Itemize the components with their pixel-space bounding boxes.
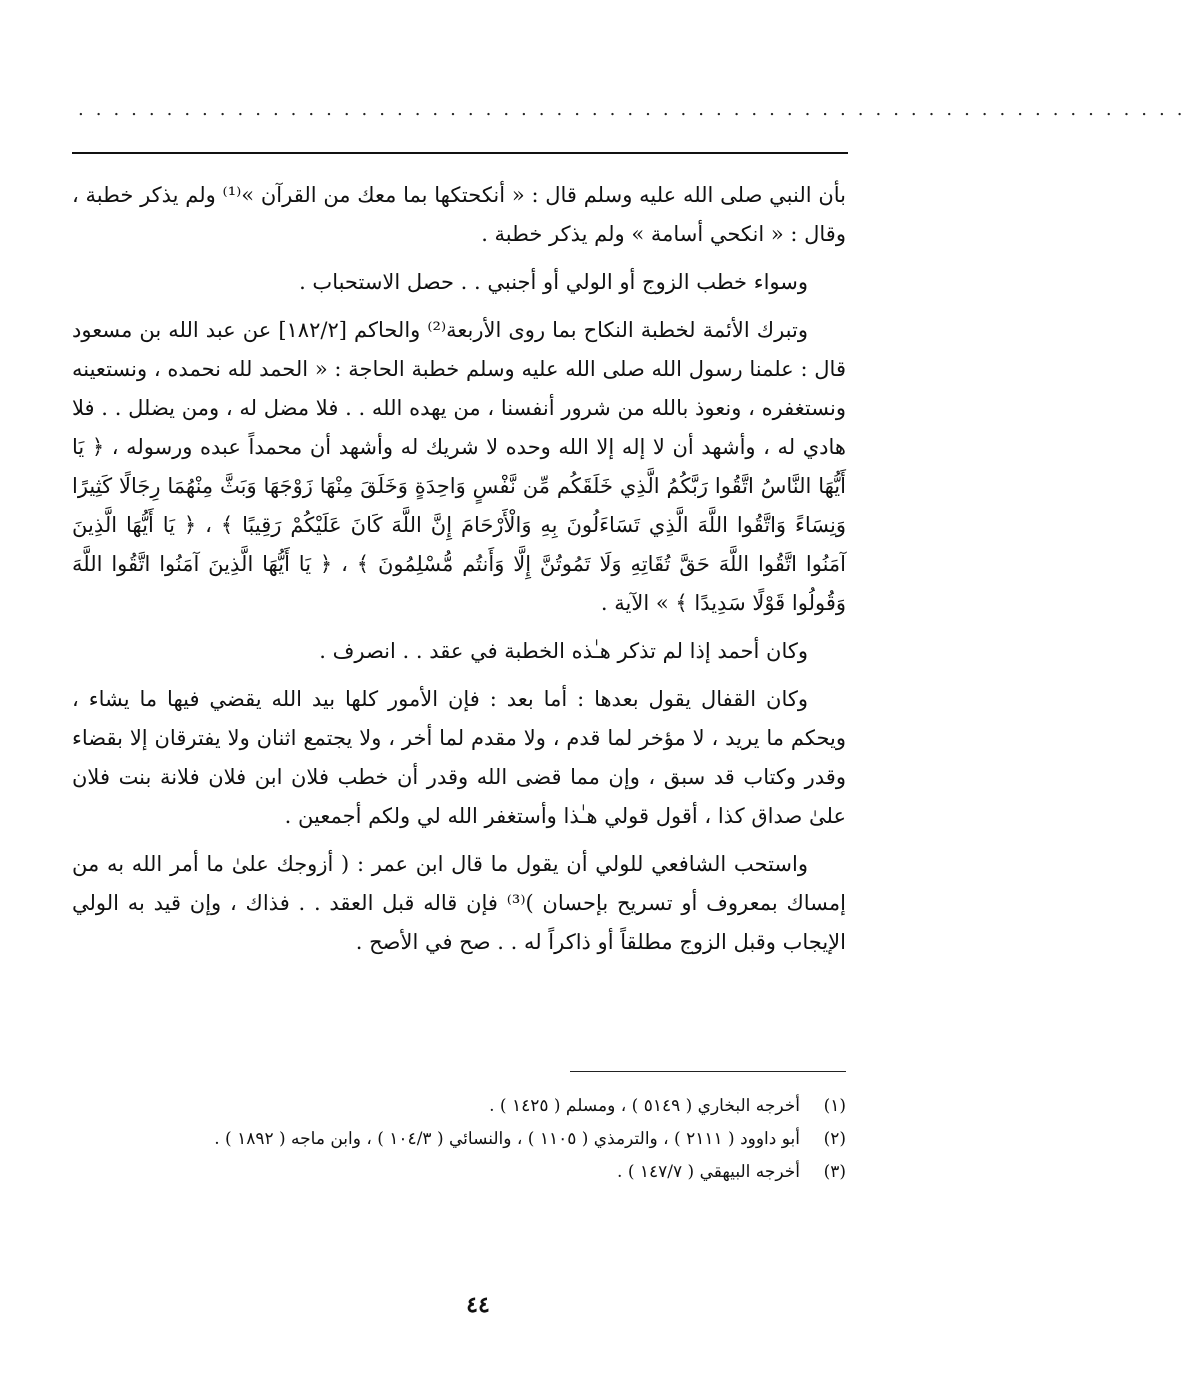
footnote-2 [72,1123,846,1156]
paragraph-1: بأن النبي صلى الله عليه وسلم قال : « أنكحتكها بما معك من القرآن »⁽¹⁾ ولم يذكر خطبة ، وقال : « انكحي أسامة » ولم يذكر خطبة . [72,183,846,246]
footnote-rule [570,1071,846,1072]
main-text [72,176,846,971]
paragraph-4: وكان أحمد إذا لم تذكر هـٰذه الخطبة في عقد . . انصرف . [319,639,808,663]
footnote-number: (٣) [823,1162,846,1182]
footnote-3 [72,1156,846,1189]
page-number: ٤٤ [466,1292,490,1318]
paragraph-2: وسواء خطب الزوج أو الولي أو أجنبي . . حصل الاستحباب . [299,270,808,294]
footnote-text: أخرجه البخاري ( ٥١٤٩ ) ، ومسلم ( ١٤٢٥ ) . [489,1096,800,1116]
paragraph-3: وتبرك الأئمة لخطبة النكاح بما روى الأربعة⁽²⁾ والحاكم [١٨٢/٢] عن عبد الله بن مسعود قال : علمنا رسول الله صلى الله عليه وسلم خطبة الحاجة : « الحمد لله نحمده ، ونستعينه ونستغفره ، ونعوذ بالله من شرور أنفسنا ، من يهده الله . . فلا مضل له ، ومن يضلل . . فلا هادي له ، وأشهد أن لا إله إلا الله وحده لا شريك له وأشهد أن محمداً عبده ورسوله ، ﴿ يَا أَيُّهَا النَّاسُ اتَّقُوا رَبَّكُمُ الَّذِي خَلَقَكُم مِّن نَّفْسٍ وَاحِدَةٍ وَخَلَقَ مِنْهَا زَوْجَهَا وَبَثَّ مِنْهُمَا رِجَالًا كَثِيرًا وَنِسَاءً وَاتَّقُوا اللَّهَ الَّذِي تَسَاءَلُونَ بِهِ وَالْأَرْحَامَ إِنَّ اللَّهَ كَانَ عَلَيْكُمْ رَقِيبًا ﴾ ، ﴿ يَا أَيُّهَا الَّذِينَ آمَنُوا اتَّقُوا اللَّهَ حَقَّ تُقَاتِهِ وَلَا تَمُوتُنَّ إِلَّا وَأَنتُم مُّسْلِمُونَ ﴾ ، ﴿ يَا أَيُّهَا الَّذِينَ آمَنُوا اتَّقُوا اللَّهَ وَقُولُوا قَوْلًا سَدِيدًا ﴾ » الآية . [72,318,846,615]
header-dotted-line: ............................................................... [78,99,1194,120]
header-rule [72,152,848,154]
paragraph-5: وكان القفال يقول بعدها : أما بعد : فإن الأمور كلها بيد الله يقضي فيها ما يشاء ، ويحكم ما يريد ، لا مؤخر لما قدم ، ولا مقدم لما أخر ، ولا يجتمع اثنان ولا يفترقان إلا بقضاء وقدر وكتاب قد سبق ، وإن مما قضى الله وقدر أن خطب فلان ابن فلان فلانة بنت فلان علىٰ صداق كذا ، أقول قولي هـٰذا وأستغفر الله لي ولكم أجمعين . [72,687,846,828]
footnote-number: (١) [823,1096,846,1116]
paragraph-6: واستحب الشافعي للولي أن يقول ما قال ابن عمر : ( أزوجك علىٰ ما أمر الله به من إمساك بمعروف أو تسريح بإحسان )⁽³⁾ فإن قاله قبل العقد . . فذاك ، وإن قيد به الولي الإيجاب وقبل الزوج مطلقاً أو ذاكراً له . . صح في الأصح . [72,852,846,954]
footnote-1 [72,1090,846,1123]
footnotes [72,1090,846,1189]
footnote-text: أبو داوود ( ٢١١١ ) ، والترمذي ( ١١٠٥ ) ، والنسائي ( ١٠٤/٣ ) ، وابن ماجه ( ١٨٩٢ ) . [214,1129,800,1149]
footnote-text: أخرجه البيهقي ( ١٤٧/٧ ) . [617,1162,800,1182]
footnote-number: (٢) [823,1129,846,1149]
